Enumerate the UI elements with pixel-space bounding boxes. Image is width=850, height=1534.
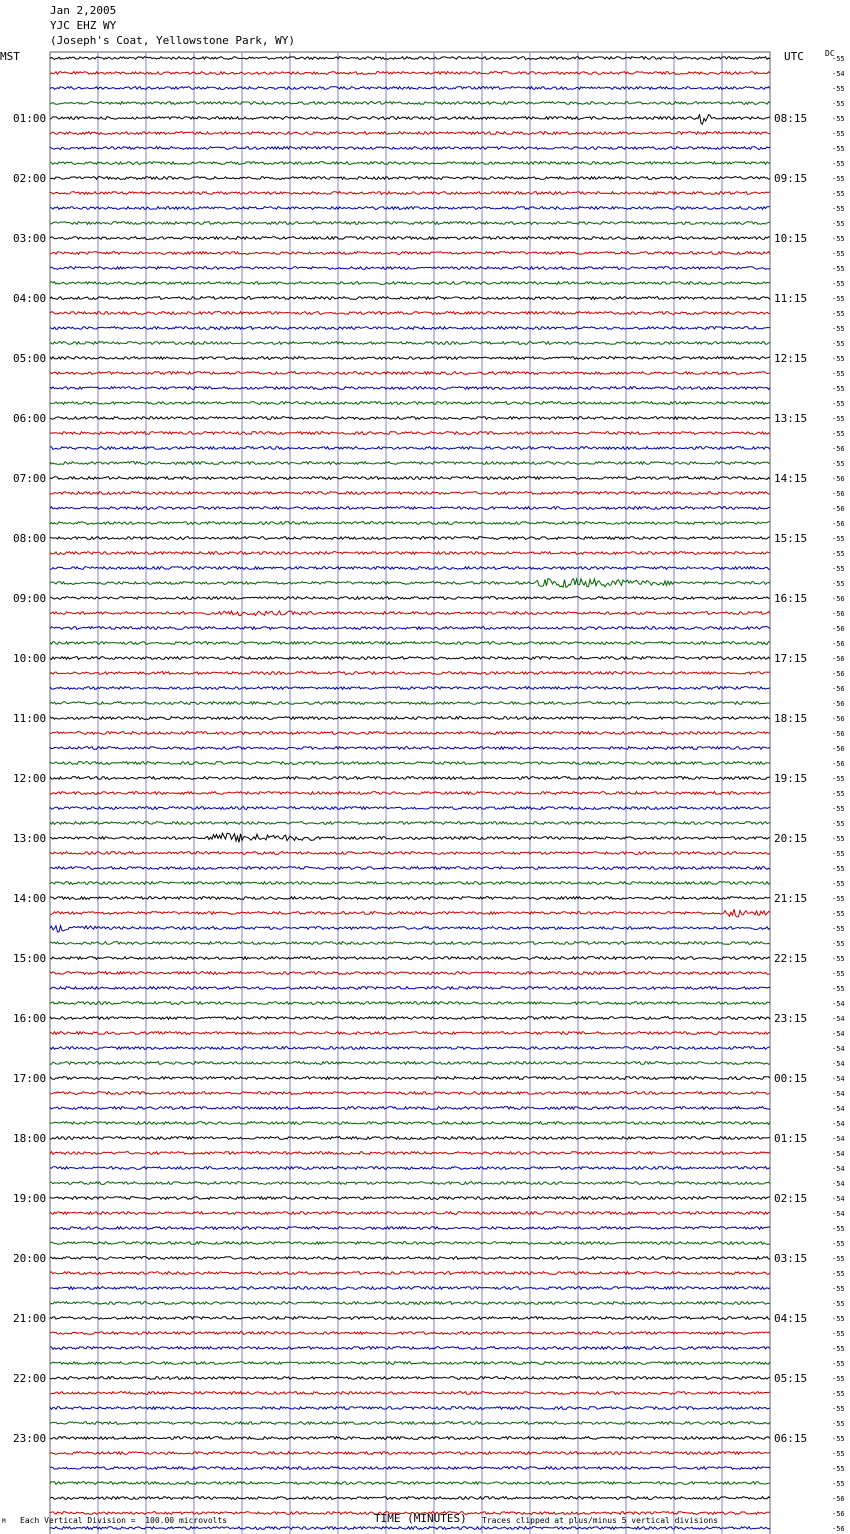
trace-94: [50, 1467, 770, 1470]
dc-offset-30: -56: [832, 505, 845, 513]
trace-24: [50, 417, 770, 420]
dc-offset-72: -54: [832, 1135, 845, 1143]
dc-offset-57: -55: [832, 910, 845, 918]
trace-65: [50, 1032, 770, 1035]
utc-hour-label: 00:15: [774, 1072, 808, 1085]
trace-87: [50, 1362, 770, 1365]
trace-27: [50, 462, 770, 465]
utc-hour-label: 08:15: [774, 112, 808, 125]
dc-offset-32: -55: [832, 535, 845, 543]
trace-21: [50, 372, 770, 375]
dc-offset-2: -55: [832, 85, 845, 93]
dc-label: DC: [825, 49, 835, 58]
dc-offset-24: -55: [832, 415, 845, 423]
trace-15: [50, 282, 770, 285]
utc-hour-label: 03:15: [774, 1252, 808, 1265]
mst-hour-label: 01:00: [13, 112, 47, 125]
mst-hour-label: 06:00: [13, 412, 47, 425]
dc-offset-33: -55: [832, 550, 845, 558]
dc-offset-20: -55: [832, 355, 845, 363]
dc-offset-43: -56: [832, 700, 845, 708]
trace-83: [50, 1302, 770, 1305]
dc-offset-65: -54: [832, 1030, 845, 1038]
utc-hour-label: 05:15: [774, 1372, 808, 1385]
mst-hour-label: 05:00: [13, 352, 47, 365]
trace-41: [50, 672, 770, 675]
utc-hour-label: 12:15: [774, 352, 808, 365]
trace-50: [50, 807, 770, 810]
trace-54: [50, 867, 770, 870]
trace-17: [50, 312, 770, 315]
trace-8: [50, 177, 770, 180]
trace-78: [50, 1227, 770, 1230]
dc-offset-71: -54: [832, 1120, 845, 1128]
mst-hour-label: 08:00: [13, 532, 47, 545]
mst-hour-label: 22:00: [13, 1372, 47, 1385]
utc-hour-label: 23:15: [774, 1012, 808, 1025]
trace-36: [50, 597, 770, 600]
utc-hour-label: 02:15: [774, 1192, 808, 1205]
dc-offset-83: -55: [832, 1300, 845, 1308]
utc-hour-label: 21:15: [774, 892, 808, 905]
plot-date: Jan 2,2005: [50, 4, 117, 17]
trace-82: [50, 1287, 770, 1290]
trace-6: [50, 147, 770, 150]
dc-offset-82: -55: [832, 1285, 845, 1293]
dc-offset-78: -55: [832, 1225, 845, 1233]
dc-offset-23: -55: [832, 400, 845, 408]
trace-80: [50, 1257, 770, 1260]
trace-67: [50, 1062, 770, 1065]
trace-74: [50, 1167, 770, 1170]
trace-55: [50, 882, 770, 885]
mst-hour-label: 14:00: [13, 892, 47, 905]
dc-offset-11: -55: [832, 220, 845, 228]
trace-75: [50, 1182, 770, 1185]
dc-offset-12: -55: [832, 235, 845, 243]
dc-offset-75: -54: [832, 1180, 845, 1188]
dc-offset-41: -56: [832, 670, 845, 678]
dc-offset-90: -55: [832, 1405, 845, 1413]
mst-hour-label: 11:00: [13, 712, 47, 725]
mst-hour-label: 04:00: [13, 292, 47, 305]
trace-53: [50, 852, 770, 855]
trace-35: [50, 578, 770, 587]
mst-hour-label: 03:00: [13, 232, 47, 245]
dc-offset-80: -55: [832, 1255, 845, 1263]
trace-19: [50, 342, 770, 345]
dc-offset-55: -55: [832, 880, 845, 888]
dc-offset-89: -55: [832, 1390, 845, 1398]
dc-offset-42: -56: [832, 685, 845, 693]
dc-offset-21: -55: [832, 370, 845, 378]
trace-16: [50, 297, 770, 300]
trace-61: [50, 972, 770, 975]
dc-offset-38: -56: [832, 625, 845, 633]
trace-11: [50, 222, 770, 225]
trace-20: [50, 357, 770, 360]
dc-offset-18: -55: [832, 325, 845, 333]
trace-69: [50, 1092, 770, 1095]
x-axis-title: TIME (MINUTES): [374, 1512, 467, 1525]
dc-offset-58: -55: [832, 925, 845, 933]
dc-offset-52: -55: [832, 835, 845, 843]
dc-offset-81: -55: [832, 1270, 845, 1278]
trace-70: [50, 1107, 770, 1110]
mst-hour-label: 21:00: [13, 1312, 47, 1325]
dc-offset-97: -56: [832, 1510, 845, 1518]
dc-offset-93: -55: [832, 1450, 845, 1458]
dc-offset-84: -55: [832, 1315, 845, 1323]
dc-offset-48: -55: [832, 775, 845, 783]
trace-38: [50, 627, 770, 630]
dc-offset-44: -56: [832, 715, 845, 723]
dc-offset-27: -55: [832, 460, 845, 468]
dc-offset-46: -56: [832, 745, 845, 753]
utc-hour-label: 09:15: [774, 172, 808, 185]
dc-offset-6: -55: [832, 145, 845, 153]
trace-34: [50, 567, 770, 570]
trace-group: [50, 57, 770, 1534]
trace-79: [50, 1242, 770, 1245]
trace-42: [50, 687, 770, 690]
trace-57: [50, 909, 770, 916]
dc-offset-7: -55: [832, 160, 845, 168]
mst-hour-label: 23:00: [13, 1432, 47, 1445]
dc-offset-9: -55: [832, 190, 845, 198]
mst-hour-label: 17:00: [13, 1072, 47, 1085]
mst-hour-label: 07:00: [13, 472, 47, 485]
dc-offset-49: -55: [832, 790, 845, 798]
trace-90: [50, 1407, 770, 1410]
trace-18: [50, 327, 770, 330]
dc-offset-98: -56: [832, 1525, 845, 1533]
trace-89: [50, 1392, 770, 1395]
trace-26: [50, 447, 770, 450]
trace-72: [50, 1137, 770, 1140]
mst-axis-title: MST: [0, 50, 20, 63]
dc-offset-8: -55: [832, 175, 845, 183]
mst-hour-label: 09:00: [13, 592, 47, 605]
dc-offset-16: -55: [832, 295, 845, 303]
mst-hour-label: 12:00: [13, 772, 47, 785]
utc-hour-label: 22:15: [774, 952, 808, 965]
utc-hour-label: 17:15: [774, 652, 808, 665]
utc-hour-label: 16:15: [774, 592, 808, 605]
trace-49: [50, 792, 770, 795]
trace-14: [50, 267, 770, 270]
trace-39: [50, 642, 770, 645]
dc-offset-85: -55: [832, 1330, 845, 1338]
corner-mark: M: [2, 1518, 6, 1525]
trace-43: [50, 702, 770, 705]
dc-offset-26: -56: [832, 445, 845, 453]
dc-offset-73: -54: [832, 1150, 845, 1158]
trace-31: [50, 522, 770, 525]
dc-offset-76: -54: [832, 1195, 845, 1203]
trace-1: [50, 72, 770, 75]
mst-hour-label: 20:00: [13, 1252, 47, 1265]
dc-offset-60: -55: [832, 955, 845, 963]
dc-offset-86: -55: [832, 1345, 845, 1353]
trace-64: [50, 1017, 770, 1020]
trace-33: [50, 552, 770, 555]
trace-30: [50, 507, 770, 510]
dc-offset-35: -55: [832, 580, 845, 588]
trace-77: [50, 1212, 770, 1215]
dc-offset-4: -55: [832, 115, 845, 123]
trace-23: [50, 402, 770, 405]
trace-62: [50, 987, 770, 990]
trace-9: [50, 192, 770, 195]
trace-48: [50, 777, 770, 780]
dc-offset-34: -55: [832, 565, 845, 573]
trace-29: [50, 492, 770, 495]
trace-0: [50, 57, 770, 60]
dc-offset-66: -54: [832, 1045, 845, 1053]
dc-offset-87: -55: [832, 1360, 845, 1368]
dc-offset-47: -56: [832, 760, 845, 768]
trace-32: [50, 537, 770, 540]
trace-60: [50, 957, 770, 960]
dc-offset-17: -55: [832, 310, 845, 318]
dc-offset-13: -55: [832, 250, 845, 258]
trace-63: [50, 1002, 770, 1005]
trace-92: [50, 1437, 770, 1440]
dc-offset-50: -55: [832, 805, 845, 813]
trace-40: [50, 657, 770, 660]
utc-hour-label: 20:15: [774, 832, 808, 845]
station-code: YJC EHZ WY: [50, 19, 117, 32]
utc-hour-label: 13:15: [774, 412, 808, 425]
trace-3: [50, 102, 770, 105]
trace-4: [50, 114, 770, 124]
utc-hour-label: 06:15: [774, 1432, 808, 1445]
dc-offset-19: -55: [832, 340, 845, 348]
dc-offset-77: -54: [832, 1210, 845, 1218]
utc-axis-title: UTC: [784, 50, 804, 63]
dc-offset-36: -56: [832, 595, 845, 603]
mst-hour-label: 13:00: [13, 832, 47, 845]
trace-91: [50, 1422, 770, 1425]
dc-offset-25: -55: [832, 430, 845, 438]
mst-hour-label: 19:00: [13, 1192, 47, 1205]
dc-offset-39: -56: [832, 640, 845, 648]
scale-note: Each Vertical Division = 100.00 microvolts: [20, 1516, 228, 1525]
dc-offset-10: -55: [832, 205, 845, 213]
utc-hour-label: 14:15: [774, 472, 808, 485]
trace-46: [50, 747, 770, 750]
trace-45: [50, 732, 770, 735]
trace-56: [50, 897, 770, 900]
mst-hour-label: 10:00: [13, 652, 47, 665]
dc-offset-94: -55: [832, 1465, 845, 1473]
trace-84: [50, 1317, 770, 1320]
dc-offset-96: -56: [832, 1495, 845, 1503]
trace-25: [50, 432, 770, 435]
trace-7: [50, 162, 770, 165]
clip-note: Traces clipped at plus/minus 5 vertical divisions: [482, 1516, 719, 1525]
trace-12: [50, 237, 770, 240]
trace-86: [50, 1347, 770, 1350]
dc-offset-69: -54: [832, 1090, 845, 1098]
trace-13: [50, 252, 770, 255]
trace-98: [50, 1527, 770, 1530]
dc-offset-63: -54: [832, 1000, 845, 1008]
trace-10: [50, 207, 770, 210]
trace-52: [50, 833, 770, 842]
trace-66: [50, 1047, 770, 1050]
station-location: (Joseph's Coat, Yellowstone Park, WY): [50, 34, 296, 47]
utc-hour-label: 01:15: [774, 1132, 808, 1145]
dc-offset-68: -54: [832, 1075, 845, 1083]
dc-offset-61: -55: [832, 970, 845, 978]
trace-68: [50, 1077, 770, 1080]
trace-37: [50, 611, 770, 616]
dc-offset-29: -56: [832, 490, 845, 498]
dc-offset-45: -56: [832, 730, 845, 738]
trace-5: [50, 132, 770, 135]
trace-73: [50, 1152, 770, 1155]
dc-offset-74: -54: [832, 1165, 845, 1173]
trace-96: [50, 1497, 770, 1500]
dc-offset-54: -55: [832, 865, 845, 873]
trace-71: [50, 1122, 770, 1125]
mst-hour-label: 15:00: [13, 952, 47, 965]
trace-88: [50, 1377, 770, 1380]
dc-offset-95: -55: [832, 1480, 845, 1488]
trace-81: [50, 1272, 770, 1275]
trace-22: [50, 387, 770, 390]
dc-offset-31: -56: [832, 520, 845, 528]
dc-offset-1: -54: [832, 70, 845, 78]
trace-93: [50, 1452, 770, 1455]
trace-47: [50, 762, 770, 765]
dc-offset-67: -54: [832, 1060, 845, 1068]
dc-offset-91: -55: [832, 1420, 845, 1428]
utc-hour-label: 10:15: [774, 232, 808, 245]
dc-offset-3: -55: [832, 100, 845, 108]
trace-95: [50, 1482, 770, 1485]
dc-offset-62: -55: [832, 985, 845, 993]
trace-2: [50, 87, 770, 90]
dc-offset-51: -55: [832, 820, 845, 828]
trace-28: [50, 477, 770, 480]
dc-offset-56: -55: [832, 895, 845, 903]
utc-hour-label: 19:15: [774, 772, 808, 785]
dc-offset-59: -55: [832, 940, 845, 948]
mst-hour-label: 02:00: [13, 172, 47, 185]
dc-offset-88: -55: [832, 1375, 845, 1383]
trace-51: [50, 822, 770, 825]
dc-offset-53: -55: [832, 850, 845, 858]
dc-offset-0: -55: [832, 55, 845, 63]
utc-hour-label: 18:15: [774, 712, 808, 725]
trace-59: [50, 942, 770, 945]
mst-hour-label: 16:00: [13, 1012, 47, 1025]
dc-offset-79: -55: [832, 1240, 845, 1248]
trace-85: [50, 1332, 770, 1335]
utc-hour-label: 15:15: [774, 532, 808, 545]
dc-offset-64: -54: [832, 1015, 845, 1023]
mst-hour-label: 18:00: [13, 1132, 47, 1145]
trace-76: [50, 1197, 770, 1200]
dc-offset-15: -55: [832, 280, 845, 288]
trace-58: [50, 926, 770, 932]
dc-offset-28: -56: [832, 475, 845, 483]
dc-offset-22: -55: [832, 385, 845, 393]
trace-44: [50, 717, 770, 720]
dc-offset-92: -55: [832, 1435, 845, 1443]
utc-hour-label: 11:15: [774, 292, 808, 305]
dc-offset-40: -56: [832, 655, 845, 663]
dc-offset-70: -54: [832, 1105, 845, 1113]
dc-offset-14: -55: [832, 265, 845, 273]
dc-offset-37: -56: [832, 610, 845, 618]
dc-offset-5: -55: [832, 130, 845, 138]
utc-hour-label: 04:15: [774, 1312, 808, 1325]
